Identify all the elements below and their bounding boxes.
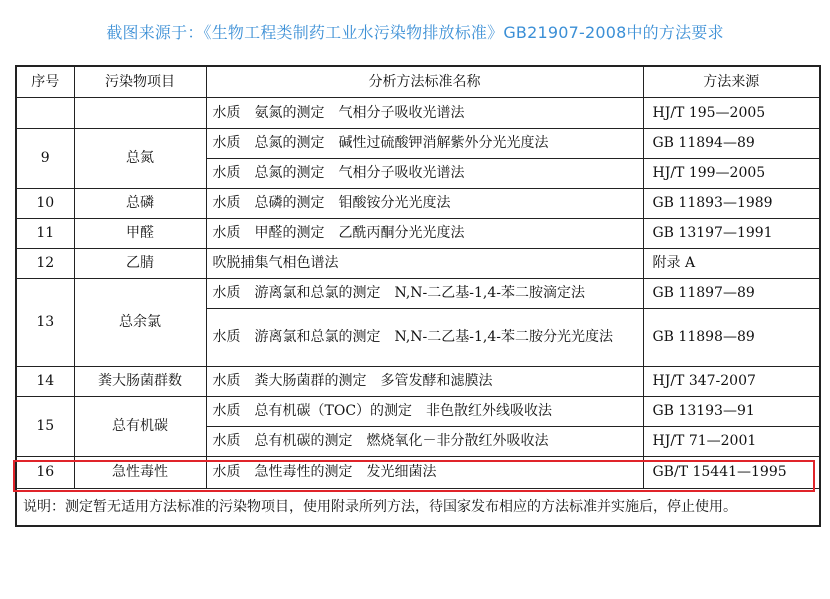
cell-no: 9 bbox=[16, 129, 74, 189]
cell-no: 16 bbox=[16, 457, 74, 489]
cell-source: HJ/T 199—2005 bbox=[643, 159, 820, 189]
table-header-row bbox=[16, 66, 820, 98]
table-row bbox=[16, 397, 820, 427]
cell-source: GB 11893—1989 bbox=[643, 189, 820, 219]
cell-item bbox=[74, 98, 206, 129]
cell-item: 总余氯 bbox=[74, 279, 206, 367]
cell-source: HJ/T 71—2001 bbox=[643, 427, 820, 457]
cell-source: GB 11898—89 bbox=[643, 309, 820, 367]
table-row bbox=[16, 98, 820, 129]
cell-no: 14 bbox=[16, 367, 74, 397]
cell-no: 12 bbox=[16, 249, 74, 279]
cell-method: 水质 总氮的测定 气相分子吸收光谱法 bbox=[206, 159, 643, 189]
cell-method: 水质 氨氮的测定 气相分子吸收光谱法 bbox=[206, 98, 643, 129]
cell-no: 10 bbox=[16, 189, 74, 219]
cell-method: 水质 总氮的测定 碱性过硫酸钾消解紫外分光光度法 bbox=[206, 129, 643, 159]
standards-table bbox=[15, 65, 821, 527]
table-row bbox=[16, 249, 820, 279]
cell-method: 水质 总磷的测定 钼酸铵分光光度法 bbox=[206, 189, 643, 219]
header-source: 方法来源 bbox=[643, 66, 820, 98]
table-note: 说明：测定暂无适用方法标准的污染物项目，使用附录所列方法，待国家发布相应的方法标准并实施后，停止使用。 bbox=[16, 489, 820, 527]
cell-method: 水质 急性毒性的测定 发光细菌法 bbox=[206, 457, 643, 489]
cell-source: GB 11894—89 bbox=[643, 129, 820, 159]
table-row bbox=[16, 189, 820, 219]
table-row bbox=[16, 129, 820, 159]
table-note-row bbox=[16, 489, 820, 527]
header-item: 污染物项目 bbox=[74, 66, 206, 98]
cell-source: GB 13197—1991 bbox=[643, 219, 820, 249]
cell-method: 水质 粪大肠菌群的测定 多管发酵和滤膜法 bbox=[206, 367, 643, 397]
cell-method: 吹脱捕集气相色谱法 bbox=[206, 249, 643, 279]
cell-method: 水质 游离氯和总氯的测定 N,N-二乙基-1,4-苯二胺滴定法 bbox=[206, 279, 643, 309]
cell-method: 水质 游离氯和总氯的测定 N,N-二乙基-1,4-苯二胺分光光度法 bbox=[206, 309, 643, 367]
cell-item: 总有机碳 bbox=[74, 397, 206, 457]
cell-no: 13 bbox=[16, 279, 74, 367]
cell-source: 附录 A bbox=[643, 249, 820, 279]
cell-item: 总氮 bbox=[74, 129, 206, 189]
cell-source: GB 11897—89 bbox=[643, 279, 820, 309]
table-row-highlighted bbox=[16, 457, 820, 489]
cell-source: HJ/T 347-2007 bbox=[643, 367, 820, 397]
cell-item: 急性毒性 bbox=[74, 457, 206, 489]
cell-method: 水质 总有机碳（TOC）的测定 非色散红外线吸收法 bbox=[206, 397, 643, 427]
table-row bbox=[16, 219, 820, 249]
cell-no: 11 bbox=[16, 219, 74, 249]
cell-item: 粪大肠菌群数 bbox=[74, 367, 206, 397]
cell-item: 甲醛 bbox=[74, 219, 206, 249]
cell-no bbox=[16, 98, 74, 129]
cell-item: 总磷 bbox=[74, 189, 206, 219]
header-method: 分析方法标准名称 bbox=[206, 66, 643, 98]
table-row bbox=[16, 279, 820, 309]
page-caption: 截图来源于：《生物工程类制药工业水污染物排放标准》GB21907-2008中的方法要求 bbox=[106, 23, 724, 42]
cell-item: 乙腈 bbox=[74, 249, 206, 279]
cell-source: GB 13193—91 bbox=[643, 397, 820, 427]
header-no: 序号 bbox=[16, 66, 74, 98]
cell-source: GB/T 15441—1995 bbox=[643, 457, 820, 489]
cell-method: 水质 总有机碳的测定 燃烧氧化－非分散红外吸收法 bbox=[206, 427, 643, 457]
cell-source: HJ/T 195—2005 bbox=[643, 98, 820, 129]
cell-method: 水质 甲醛的测定 乙酰丙酮分光光度法 bbox=[206, 219, 643, 249]
cell-no: 15 bbox=[16, 397, 74, 457]
table-row bbox=[16, 367, 820, 397]
